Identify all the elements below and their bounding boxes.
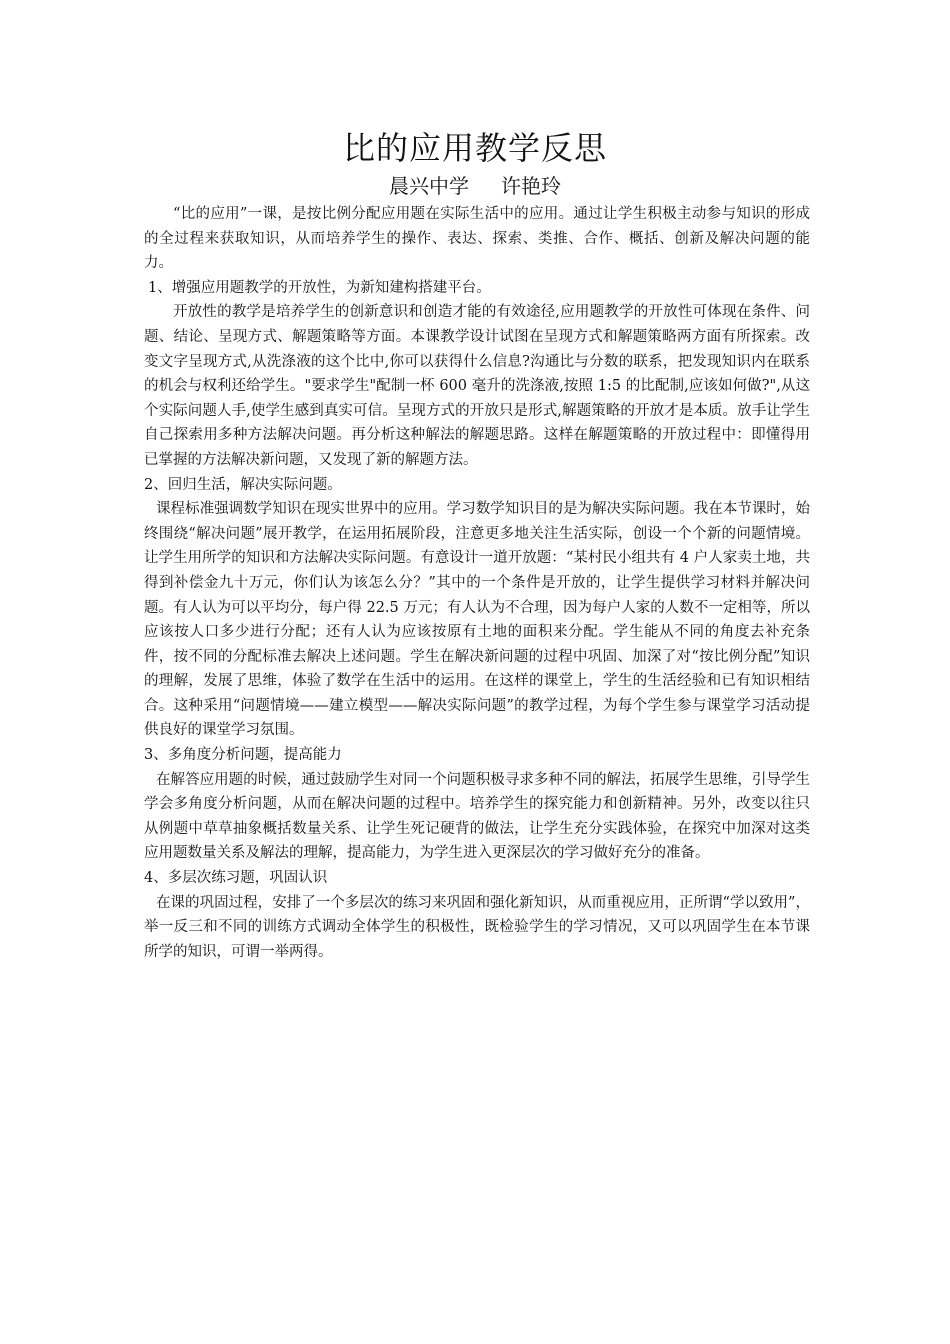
- section-1-heading: 1、增强应用题教学的开放性，为新知建构搭建平台。: [148, 279, 491, 296]
- section-4-heading: 4、多层次练习题，巩固认识: [144, 870, 328, 887]
- school-name: 晨兴中学: [389, 174, 469, 198]
- author-name: 许艳玲: [501, 174, 561, 198]
- section-3-body: 在解答应用题的时候，通过鼓励学生对同一个问题积极寻求多种不同的解法，拓展学生思维，引导学生学会多角度分析问题，从而在解决问题的过程中。培养学生的探究能力和创新精神。另外，改变以往只从例题中草草抽象概括数量关系、让学生死记硬背的做法，让学生充分实践体验，在探究中加深对这类应用题数量关系及解法的理解，提高能力，为学生进入更深层次的学习做好充分的准备。: [144, 771, 810, 862]
- intro-paragraph: “比的应用”一课，是按比例分配应用题在实际生活中的应用。通过让学生积极主动参与知识的形成的全过程来获取知识，从而培养学生的操作、表达、探索、类推、合作、概括、创新及解决问题的能力。: [144, 206, 810, 272]
- section-2-heading: 2、回归生活，解决实际问题。: [144, 476, 342, 493]
- section-4-body: 在课的巩固过程，安排了一个多层次的练习来巩固和强化新知识，从而重视应用，正所谓“学以致用”，举一反三和不同的训练方式调动全体学生的积极性，既检验学生的学习情况，又可以巩固学生在本节课所学的知识，可谓一举两得。: [144, 894, 810, 960]
- document-byline: [0, 172, 950, 200]
- section-1-body: 开放性的教学是培养学生的创新意识和创造才能的有效途径,应用题教学的开放性可体现在条件、问题、结论、呈现方式、解题策略等方面。本课教学设计试图在呈现方式和解题策略两方面有所探索。改变文字呈现方式,从洗涤液的这个比中,你可以获得什么信息?沟通比与分数的联系，把发现知识内在联系的机会与权利还给学生。"要求学生"配制一杯 600 毫升的洗涤液,按照 1:5 的比配制,应该如何做?",从这个实际问题人手,使学生感到真实可信。呈现方式的开放只是形式,解题策略的开放才是本质。放手让学生自己探索用多种方法解决问题。再分析这种解法的解题思路。这样在解题策略的开放过程中：即懂得用已掌握的方法解决新问题，又发现了新的解题方法。: [144, 304, 810, 468]
- document-title: 比的应用教学反思: [342, 129, 607, 167]
- section-3-heading: 3、多角度分析问题，提高能力: [144, 747, 342, 764]
- document-body: [144, 202, 810, 964]
- section-2-body: 课程标准强调数学知识在现实世界中的应用。学习数学知识目的是为解决实际问题。我在本节课时，始终围绕“解决问题”展开教学，在运用拓展阶段，注意更多地关注生活实际，创设一个个新的问题情境。让学生用所学的知识和方法解决实际问题。有意设计一道开放题：“某村民小组共有 4 户人家卖土地，共得到补偿金九十万元，你们认为该怎么分？”其中的一个条件是开放的，让学生提供学习材料并解决问题。有人认为可以平均分，每户得 22.5 万元；有人认为不合理，因为每户人家的人数不一定相等，所以应该按人口多少进行分配；还有人认为应该按原有土地的面积来分配。学生能从不同的角度去补充条件，按不同的分配标准去解决上述问题。学生在解决新问题的过程中巩固、加深了对“按比例分配”知识的理解，发展了思维，体验了数学在生活中的运用。在这样的课堂上，学生的生活经验和已有知识相结合。这种采用“问题情境——建立模型——解决实际问题”的教学过程，为每个学生参与课堂学习活动提供良好的课堂学习氛围。: [144, 501, 810, 739]
